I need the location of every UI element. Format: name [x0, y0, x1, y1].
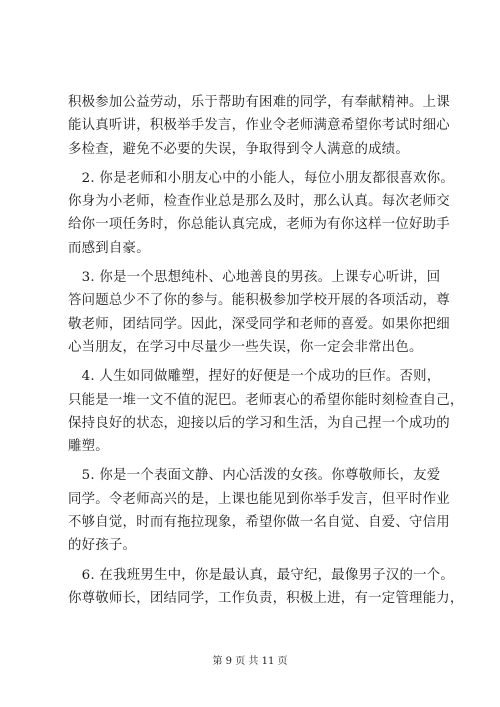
text-line: 只能是一堆一文不值的泥巴。老师衷心的希望你能时刻检查自己， — [68, 392, 464, 408]
text-line: 5. 你是一个表面文静、内心活泼的女孩。你尊敬师长，友爱 — [68, 468, 441, 484]
page-footer: 第 9 页 共 11 页 — [212, 656, 288, 667]
text-line: 你尊敬师长，团结同学，工作负责，积极上进，有一定管理能力， — [68, 590, 464, 606]
text-line: 而感到自豪。 — [68, 240, 150, 256]
text-line: 多检查，避免不必要的失误，争取得到令人满意的成绩。 — [68, 141, 410, 157]
text-line: 答问题总少不了你的参与。能积极参加学校开展的各项活动，尊 — [68, 293, 450, 309]
text-line: 的好孩子。 — [68, 538, 137, 554]
paragraph-3 — [68, 266, 450, 359]
text-line: 敬老师，团结同学。因此，深受同学和老师的喜爱。如果你把细 — [68, 316, 450, 332]
paragraph-5 — [68, 464, 450, 557]
text-line: 4. 人生如同做雕塑，捏好的好便是一个成功的巨作。否则， — [68, 369, 441, 385]
document-body — [68, 91, 464, 616]
paragraph-2 — [68, 167, 455, 260]
text-line: 6. 在我班男生中，你是最认真，最守纪，最像男子汉的一个。 — [68, 567, 455, 583]
text-line: 同学。令老师高兴的是，上课也能见到你举手发言，但平时作业 — [68, 491, 450, 507]
text-line: 心当朋友，在学习中尽量少一些失误，你一定会非常出色。 — [68, 339, 423, 355]
text-line: 给你一项任务时，你总能认真完成，老师为有你这样一位好助手 — [68, 217, 450, 233]
text-line: 积极参加公益劳动，乐于帮助有困难的同学，有奉献精神。上课 — [68, 95, 450, 110]
text-line: 能认真听讲，积极举手发言，作业令老师满意希望你考试时细心 — [68, 118, 450, 134]
paragraph-4 — [68, 365, 464, 458]
text-line: 保持良好的状态，迎接以后的学习和生活，为自己捏一个成功的 — [68, 415, 450, 431]
paragraph-1 — [68, 91, 450, 161]
text-line: 你身为小老师，检查作业总是那么及时，那么认真。每次老师交 — [68, 194, 450, 210]
text-line: 3. 你是一个思想纯朴、心地善良的男孩。上课专心听讲，回 — [68, 270, 441, 286]
text-line: 雕塑。 — [68, 439, 109, 455]
text-line: 2. 你是老师和小朋友心中的小能人，每位小朋友都很喜欢你。 — [68, 170, 455, 186]
paragraph-6 — [68, 564, 464, 611]
text-line: 不够自觉，时而有拖拉现象，希望你做一名自觉、自爱、守信用 — [68, 515, 450, 531]
